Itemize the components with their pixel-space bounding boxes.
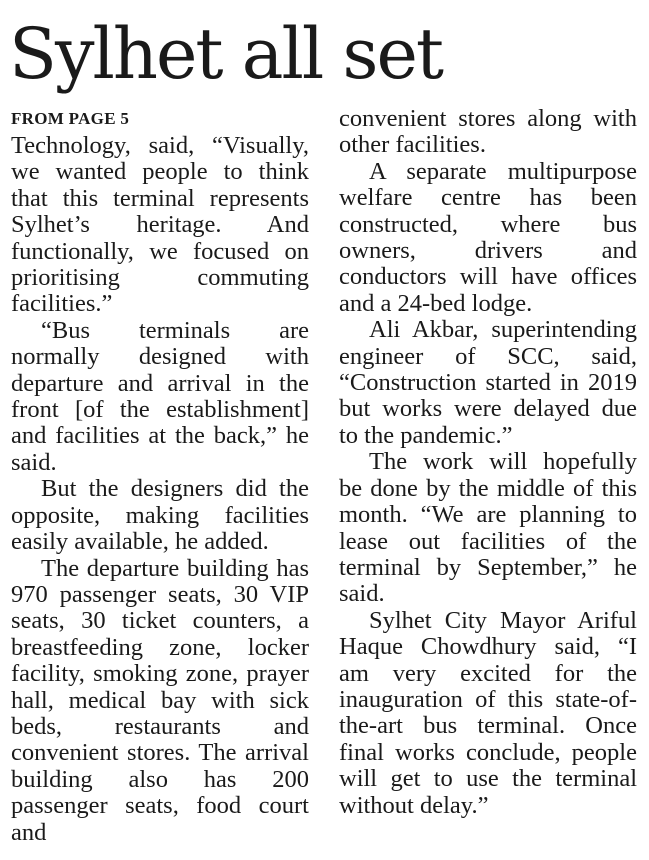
article-column-2 — [339, 106, 637, 848]
paragraph: The work will hopefully be done by the middle of this month. “We are planning to lease out facilities of the terminal by September,” he said. — [339, 448, 637, 608]
paragraph: But the designers did the opposite, making facilities easily available, he added. — [11, 475, 309, 556]
paragraph: A separate multipurpose welfare centre has been constructed, where bus owners, drivers and conductors will have offices and a 24-bed lodge. — [339, 157, 637, 317]
headline: Sylhet all set — [9, 13, 443, 95]
article-column-1 — [11, 133, 309, 848]
paragraph: Ali Akbar, superintending engineer of SCC, said, “Construction started in 2019 but works were delayed due to the pandemic.” — [339, 316, 637, 449]
paragraph: “Bus terminals are normally designed with departure and arrival in the front [of the establishment] and facilities at the back,” he said. — [11, 316, 309, 476]
paragraph: The departure building has 970 passenger seats, 30 VIP seats, 30 ticket counters, a breastfeeding zone, locker facility, smoking zone, prayer hall, medical bay with sick beds, restaurants and convenient stores. The arrival building also has 200 passenger seats, food court and — [11, 554, 309, 846]
paragraph: Technology, said, “Visually, we wanted people to think that this terminal represents Sylhet’s heritage. And functionally, we focused on prioritising commuting facilities.” — [11, 132, 309, 318]
continuation-kicker: FROM PAGE 5 — [11, 109, 130, 128]
paragraph: Sylhet City Mayor Ariful Haque Chowdhury said, “I am very excited for the inauguration of this state-of-the-art bus terminal. Once final works conclude, people will get to use the terminal without delay.” — [339, 606, 637, 819]
paragraph: convenient stores along with other facilities. — [339, 105, 637, 159]
